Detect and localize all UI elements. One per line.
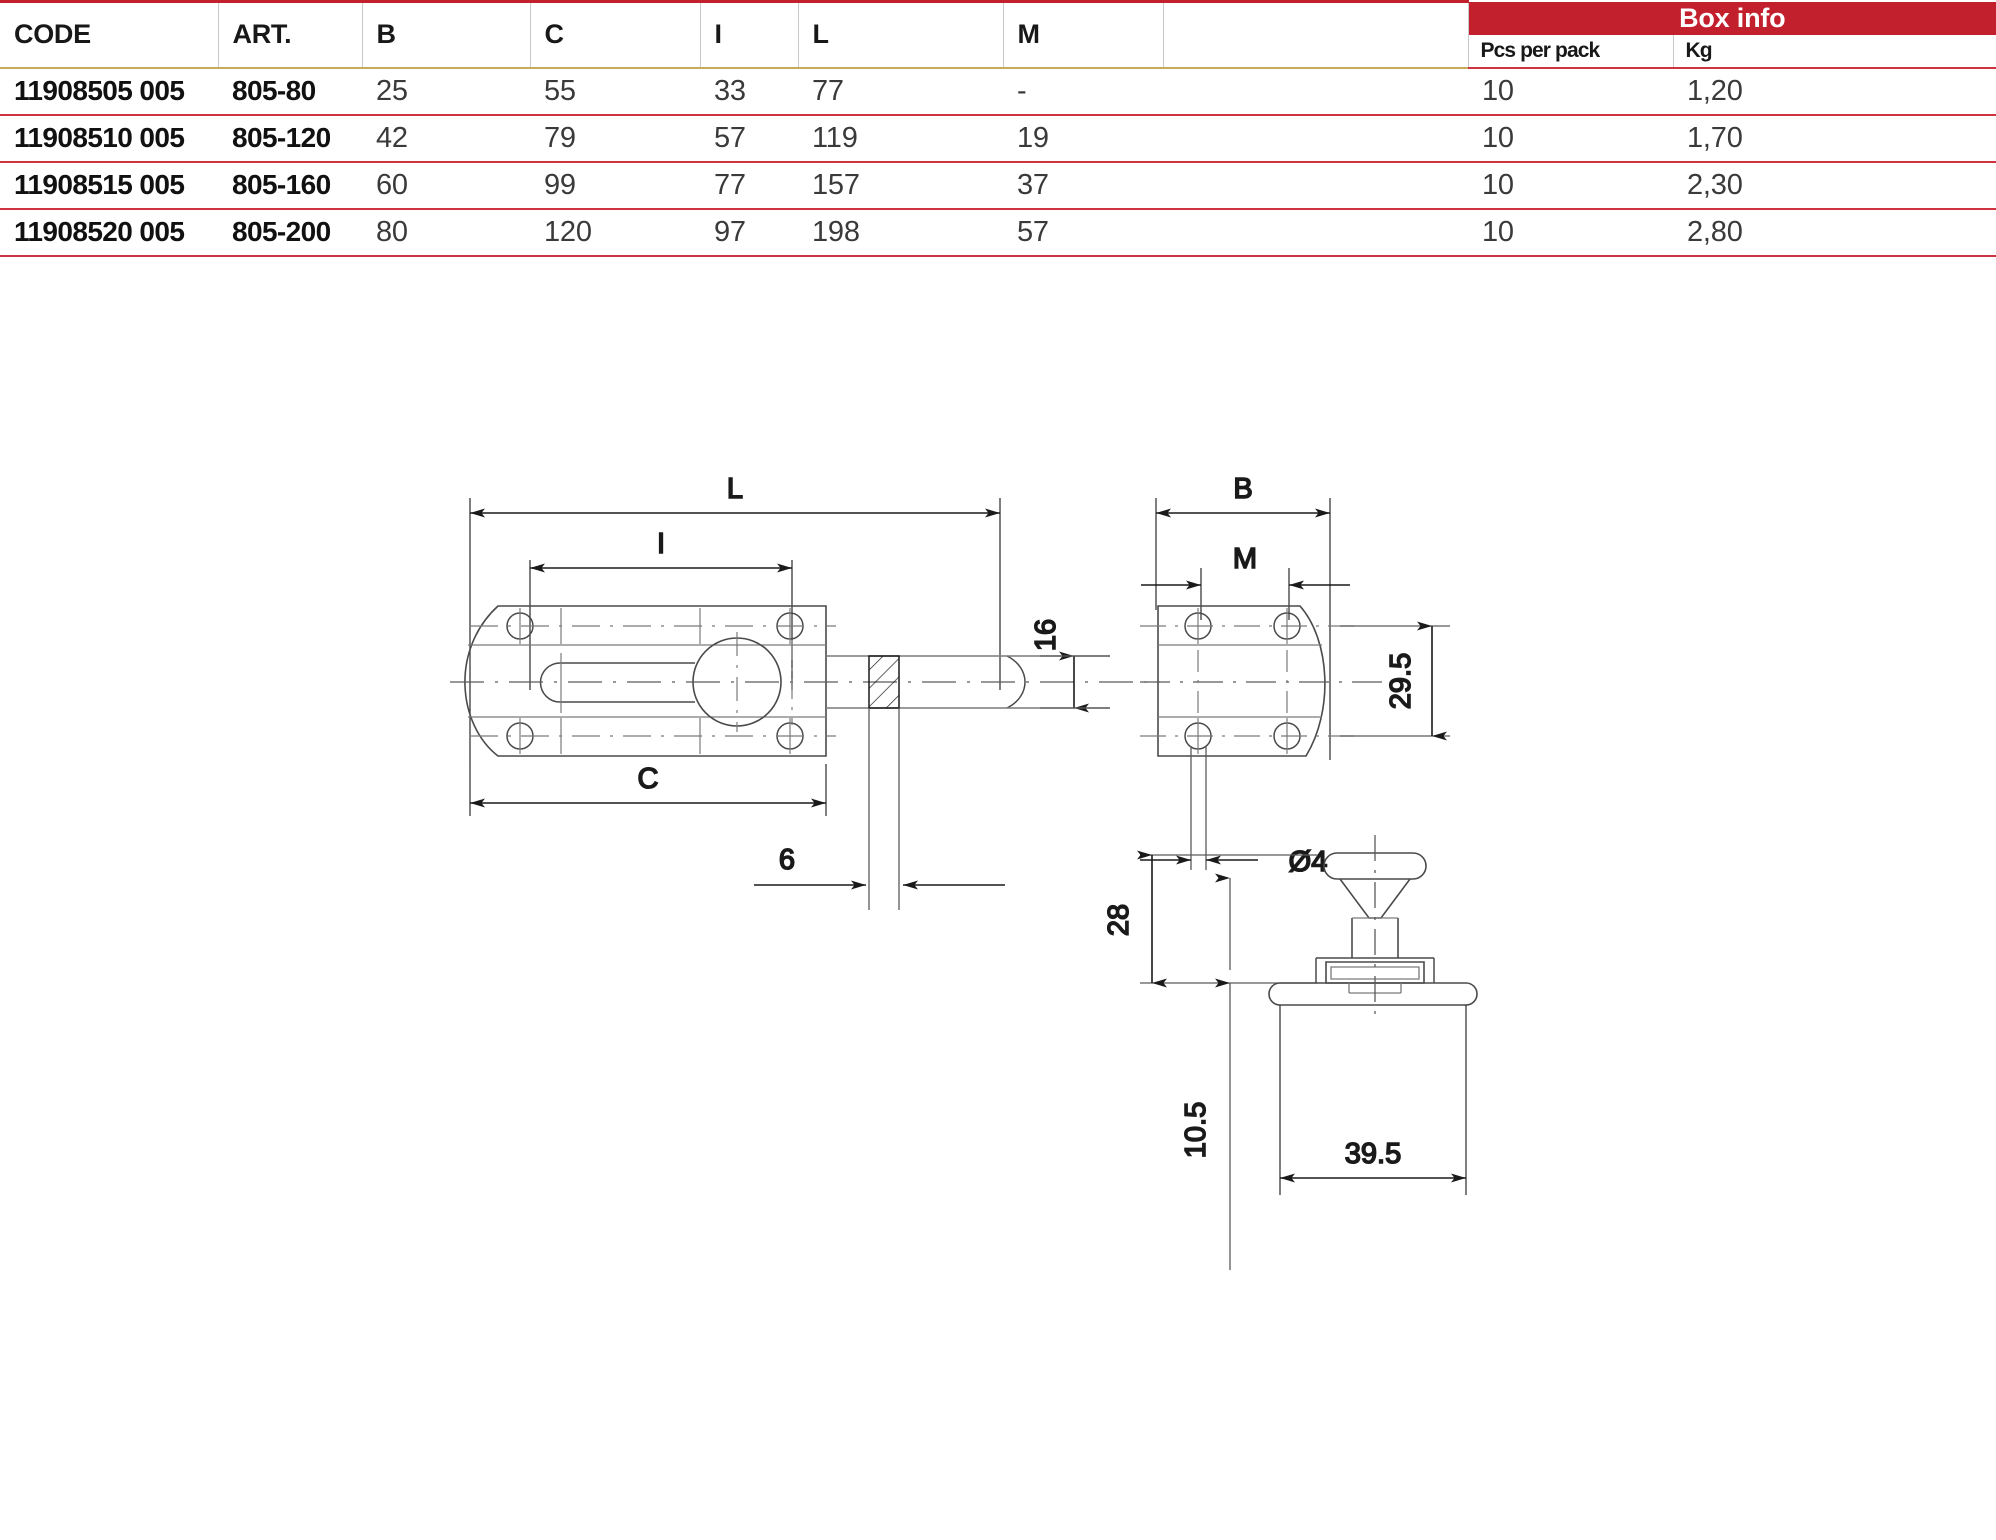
table-header-row-main [0,2,1996,35]
column-header-c: C [530,2,700,67]
technical-drawing-svg [0,270,1996,1540]
cell-pcs-per-pack: 10 [1482,215,1514,248]
dimension-label-10-5: 10.5 [1180,1101,1212,1159]
cell-pcs-per-pack: 10 [1482,74,1514,107]
column-header-art: ART. [218,2,362,67]
cell-i: 33 [714,74,746,107]
header-gap-cell [1163,2,1468,67]
table-row[interactable] [0,210,1996,255]
cell-i: 97 [714,215,746,248]
column-header-i: I [700,2,798,67]
cell-l: 77 [812,74,844,107]
cell-b: 60 [376,168,408,201]
section-hatch [869,656,899,708]
cell-code: 11908510 005 [14,122,185,153]
cell-c: 79 [544,121,576,154]
dimension-label-39-5: 39.5 [1344,1138,1402,1170]
cell-l: 198 [812,215,860,248]
table-row[interactable] [0,69,1996,114]
table-row[interactable] [0,116,1996,161]
cell-gap [1163,163,1468,208]
cell-i: 77 [714,168,746,201]
knob-detail-view [1103,835,1477,1270]
cell-pcs-per-pack: 10 [1482,168,1514,201]
cell-m: 19 [1017,121,1049,154]
body-outline [465,606,826,756]
specification-table [0,0,1996,257]
cell-m: - [1017,74,1027,107]
cell-b: 25 [376,74,408,107]
dimension-label-hole-diameter: Ø4 [1288,846,1328,878]
cell-kg: 1,20 [1687,74,1743,107]
cell-pcs-per-pack: 10 [1482,121,1514,154]
cell-art: 805-160 [232,169,331,200]
dimension-label-16: 16 [1030,618,1062,652]
cell-m: 37 [1017,168,1049,201]
cell-art: 805-80 [232,75,316,106]
column-header-kg: Kg [1685,38,1712,62]
cell-c: 55 [544,74,576,107]
dimension-label-29-5: 29.5 [1385,652,1417,710]
dimension-label-L: L [726,473,744,505]
base-flange [1269,983,1477,1005]
cell-l: 157 [812,168,860,201]
dimension-label-6: 6 [778,844,796,876]
column-header-code: CODE [0,2,218,67]
dimension-label-C: C [637,763,659,795]
rule-red [0,255,1996,257]
cell-m: 57 [1017,215,1049,248]
cell-kg: 2,30 [1687,168,1743,201]
technical-drawing [0,270,1996,1540]
cell-b: 80 [376,215,408,248]
cell-kg: 1,70 [1687,121,1743,154]
cell-gap [1163,69,1468,114]
cell-art: 805-200 [232,216,331,247]
column-header-pcs-per-pack: Pcs per pack [1468,35,1673,67]
column-header-b: B [362,2,530,67]
dimension-label-B: B [1233,473,1253,505]
front-view [450,473,1160,910]
table-row[interactable] [0,163,1996,208]
cell-gap [1163,116,1468,161]
cell-gap [1163,210,1468,255]
dimension-label-M: M [1232,543,1258,575]
cell-b: 42 [376,121,408,154]
cell-kg: 2,80 [1687,215,1743,248]
cell-c: 120 [544,215,592,248]
cell-c: 99 [544,168,576,201]
box-info-banner: Box info [1468,2,1996,35]
cell-code: 11908520 005 [14,216,185,247]
cell-code: 11908515 005 [14,169,185,200]
cell-art: 805-120 [232,122,331,153]
table-bottom-rule [0,255,1996,257]
guide-slot [541,663,696,702]
side-view [1140,473,1450,878]
cell-l: 119 [812,121,858,154]
column-header-m: M [1003,2,1163,67]
cell-code: 11908505 005 [14,75,185,106]
column-header-l: L [798,2,1003,67]
dimension-label-28: 28 [1103,903,1135,937]
dimension-label-I: I [656,528,666,560]
cell-i: 57 [714,121,746,154]
specification-table-container [0,0,1996,257]
